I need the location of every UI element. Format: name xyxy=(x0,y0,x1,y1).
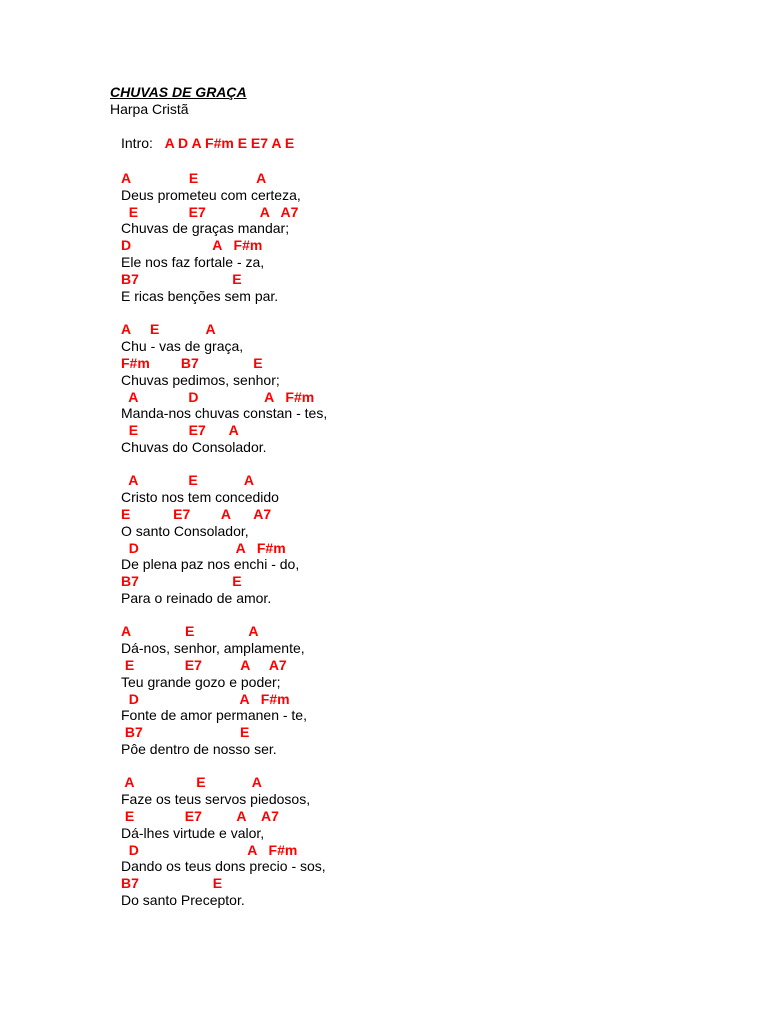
lyric-line: Dando os teus dons precio - sos, xyxy=(121,858,326,874)
chord-line: D A F#m xyxy=(121,842,298,858)
chord-line: E E7 A A7 xyxy=(121,657,287,673)
chord-line: D A F#m xyxy=(121,691,290,707)
chord-line: D A F#m xyxy=(121,540,286,556)
chord-line: B7 E xyxy=(121,724,250,740)
lyric-line: Chuvas de graças mandar; xyxy=(121,220,290,236)
chord-line: A E A xyxy=(121,170,267,186)
lyric-line: Dá-lhes virtude e valor, xyxy=(121,825,265,841)
song-subtitle: Harpa Cristã xyxy=(110,101,189,117)
lyric-line: E ricas benções sem par. xyxy=(121,288,279,304)
lyric-line: Chuvas pedimos, senhor; xyxy=(121,372,280,388)
intro-label: Intro: xyxy=(121,135,165,151)
chord-line: E E7 A A7 xyxy=(121,808,279,824)
chord-line: A E A xyxy=(121,472,255,488)
chord-line: A D A F#m xyxy=(121,389,315,405)
chord-line: E E7 A xyxy=(121,422,239,438)
chord-line: B7 E xyxy=(121,271,242,287)
chord-line: D A F#m xyxy=(121,237,263,253)
lyric-line: Deus prometeu com certeza, xyxy=(121,187,301,203)
lyric-line: Chuvas do Consolador. xyxy=(121,439,267,455)
lyric-line: Cristo nos tem concedido xyxy=(121,489,279,505)
lyric-line: Faze os teus servos piedosos, xyxy=(121,791,311,807)
lyric-line: Do santo Preceptor. xyxy=(121,892,245,908)
chord-line: E E7 A A7 xyxy=(121,204,299,220)
chord-line: A E A xyxy=(121,774,262,790)
lyric-line: Dá-nos, senhor, amplamente, xyxy=(121,640,305,656)
chord-line: B7 E xyxy=(121,875,223,891)
lyric-line: Teu grande gozo e poder; xyxy=(121,674,281,690)
chord-line: E E7 A A7 xyxy=(121,506,272,522)
chord-line: B7 E xyxy=(121,573,242,589)
chord-line: A E A xyxy=(121,321,216,337)
intro-line xyxy=(121,135,294,152)
song-title: CHUVAS DE GRAÇA xyxy=(110,84,247,100)
lyric-line: De plena paz nos enchi - do, xyxy=(121,556,300,572)
chord-line: A E A xyxy=(121,623,259,639)
lyric-line: Fonte de amor permanen - te, xyxy=(121,707,307,723)
chord-line: F#m B7 E xyxy=(121,355,263,371)
lyric-line: Ele nos faz fortale - za, xyxy=(121,254,265,270)
intro-chords: A D A F#m E E7 A E xyxy=(164,135,295,151)
lyric-line: Manda-nos chuvas constan - tes, xyxy=(121,405,328,421)
lyric-line: Chu - vas de graça, xyxy=(121,338,244,354)
lyric-line: Para o reinado de amor. xyxy=(121,590,272,606)
lyric-line: Pôe dentro de nosso ser. xyxy=(121,741,277,757)
lyric-line: O santo Consolador, xyxy=(121,523,249,539)
